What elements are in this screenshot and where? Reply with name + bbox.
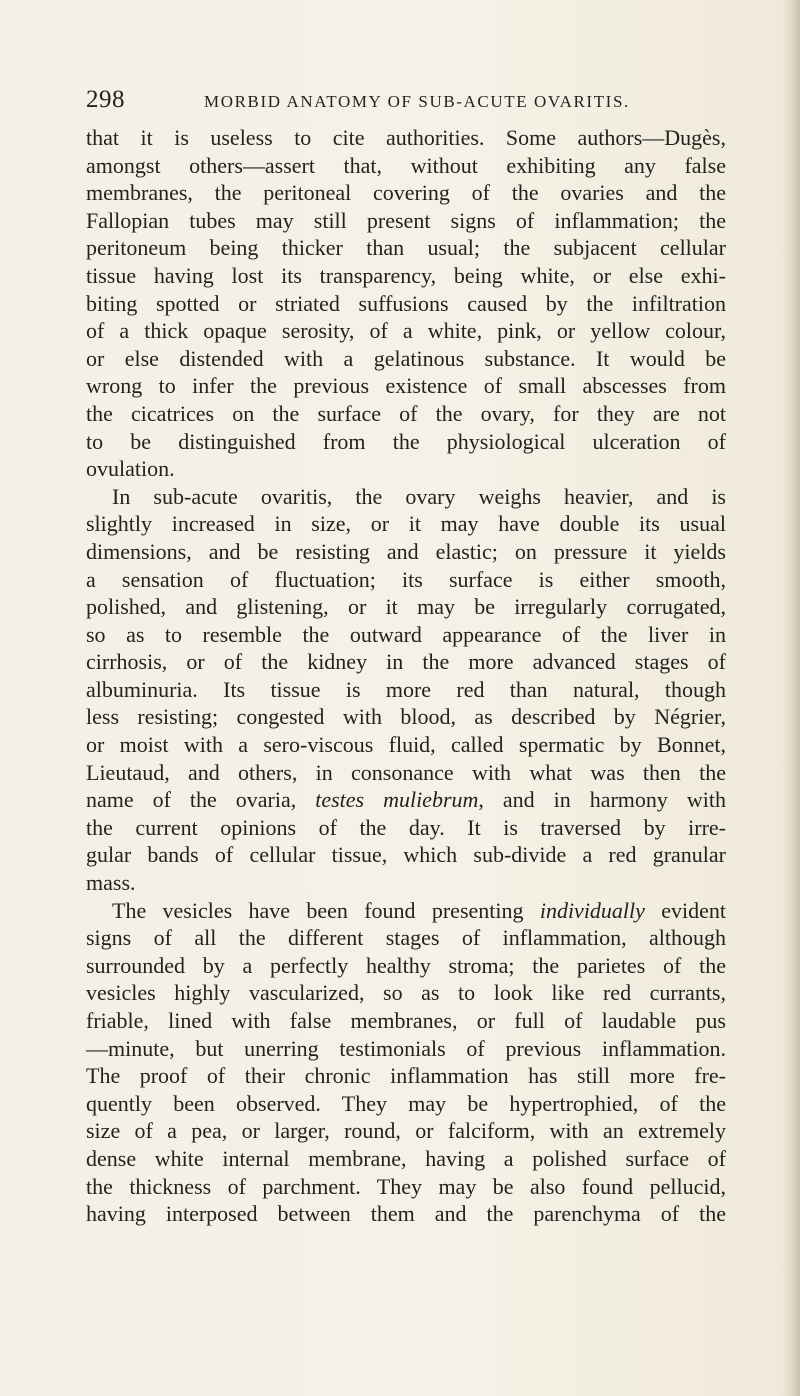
page-number: 298 <box>86 86 125 113</box>
text-line: In sub-acute ovaritis, the ovary weighs heavier, and is <box>112 483 726 509</box>
italic-phrase: testes muliebrum <box>315 787 479 813</box>
text-line: the thickness of parchment. They may be also found pellucid, <box>86 1173 726 1199</box>
running-head: MORBID ANATOMY OF SUB-ACUTE OVARITIS. <box>204 92 630 111</box>
text-line: mass. <box>86 870 136 896</box>
text-line: name of the ovaria, testes muliebrum, and in harmony with <box>86 787 727 813</box>
text-line: Fallopian tubes may still present signs of inflammation; the <box>86 207 726 233</box>
text-line: quently been observed. They may be hypertrophied, of the <box>86 1090 726 1116</box>
text-line: Lieutaud, and others, in consonance with what was then the <box>86 759 726 785</box>
text-line: surrounded by a perfectly healthy stroma; the parietes of the <box>86 952 726 978</box>
text-line: biting spotted or striated suffusions caused by the infiltration <box>86 290 726 316</box>
page-header <box>86 86 726 120</box>
text-line: —minute, but unerring testimonials of previous inflammation. <box>86 1035 726 1061</box>
text-line: so as to resemble the outward appearance of the liver in <box>86 621 726 647</box>
text-line: to be distinguished from the physiological ulceration of <box>86 428 726 454</box>
text-line: signs of all the different stages of inflammation, although <box>86 925 726 951</box>
text-line: gular bands of cellular tissue, which sub-divide a red granular <box>86 842 726 868</box>
text-line: albuminuria. Its tissue is more red than natural, though <box>86 676 726 702</box>
text-line: or else distended with a gelatinous substance. It would be <box>86 345 726 371</box>
italic-phrase: individually <box>539 897 645 923</box>
text-line: wrong to infer the previous existence of small abscesses from <box>86 373 726 399</box>
text-line: dimensions, and be resisting and elastic; on pressure it yields <box>86 538 726 564</box>
text-line: that it is useless to cite authorities. Some authors—Dugès, <box>86 125 726 150</box>
text-line: a sensation of fluctuation; its surface is either smooth, <box>86 566 726 592</box>
text-line: or moist with a sero-viscous fluid, called spermatic by Bonnet, <box>86 732 726 758</box>
text-line: peritoneum being thicker than usual; the subjacent cellular <box>86 235 726 261</box>
text-line: amongst others—assert that, without exhibiting any false <box>86 152 726 178</box>
text-line: vesicles highly vascularized, so as to look like red currants, <box>86 980 726 1006</box>
text-line: slightly increased in size, or it may have double its usual <box>86 511 726 537</box>
text-line: dense white internal membrane, having a polished surface of <box>86 1145 726 1171</box>
text-line: less resisting; congested with blood, as described by Négrier, <box>86 704 726 730</box>
text-line: friable, lined with false membranes, or full of laudable pus <box>86 1008 726 1033</box>
text-line: having interposed between them and the parenchyma of the <box>86 1201 726 1227</box>
text-line: size of a pea, or larger, round, or falciform, with an extremely <box>86 1118 726 1144</box>
page-edge-shadow <box>782 0 800 1396</box>
text-line: membranes, the peritoneal covering of the ovaries and the <box>86 180 726 206</box>
text-line: cirrhosis, or of the kidney in the more advanced stages of <box>86 649 726 675</box>
text-line: the current opinions of the day. It is traversed by irre- <box>86 814 726 840</box>
text-line: The vesicles have been found presenting individually evident <box>112 897 726 923</box>
text-line: tissue having lost its transparency, being white, or else exhi- <box>86 262 726 288</box>
body-text <box>86 124 726 1228</box>
text-line: polished, and glistening, or it may be irregularly corrugated, <box>86 594 726 620</box>
text-line: the cicatrices on the surface of the ovary, for they are not <box>86 400 726 426</box>
text-line: ovulation. <box>86 456 175 482</box>
text-line: of a thick opaque serosity, of a white, pink, or yellow colour, <box>86 318 726 344</box>
text-line: The proof of their chronic inflammation has still more fre- <box>86 1063 726 1089</box>
